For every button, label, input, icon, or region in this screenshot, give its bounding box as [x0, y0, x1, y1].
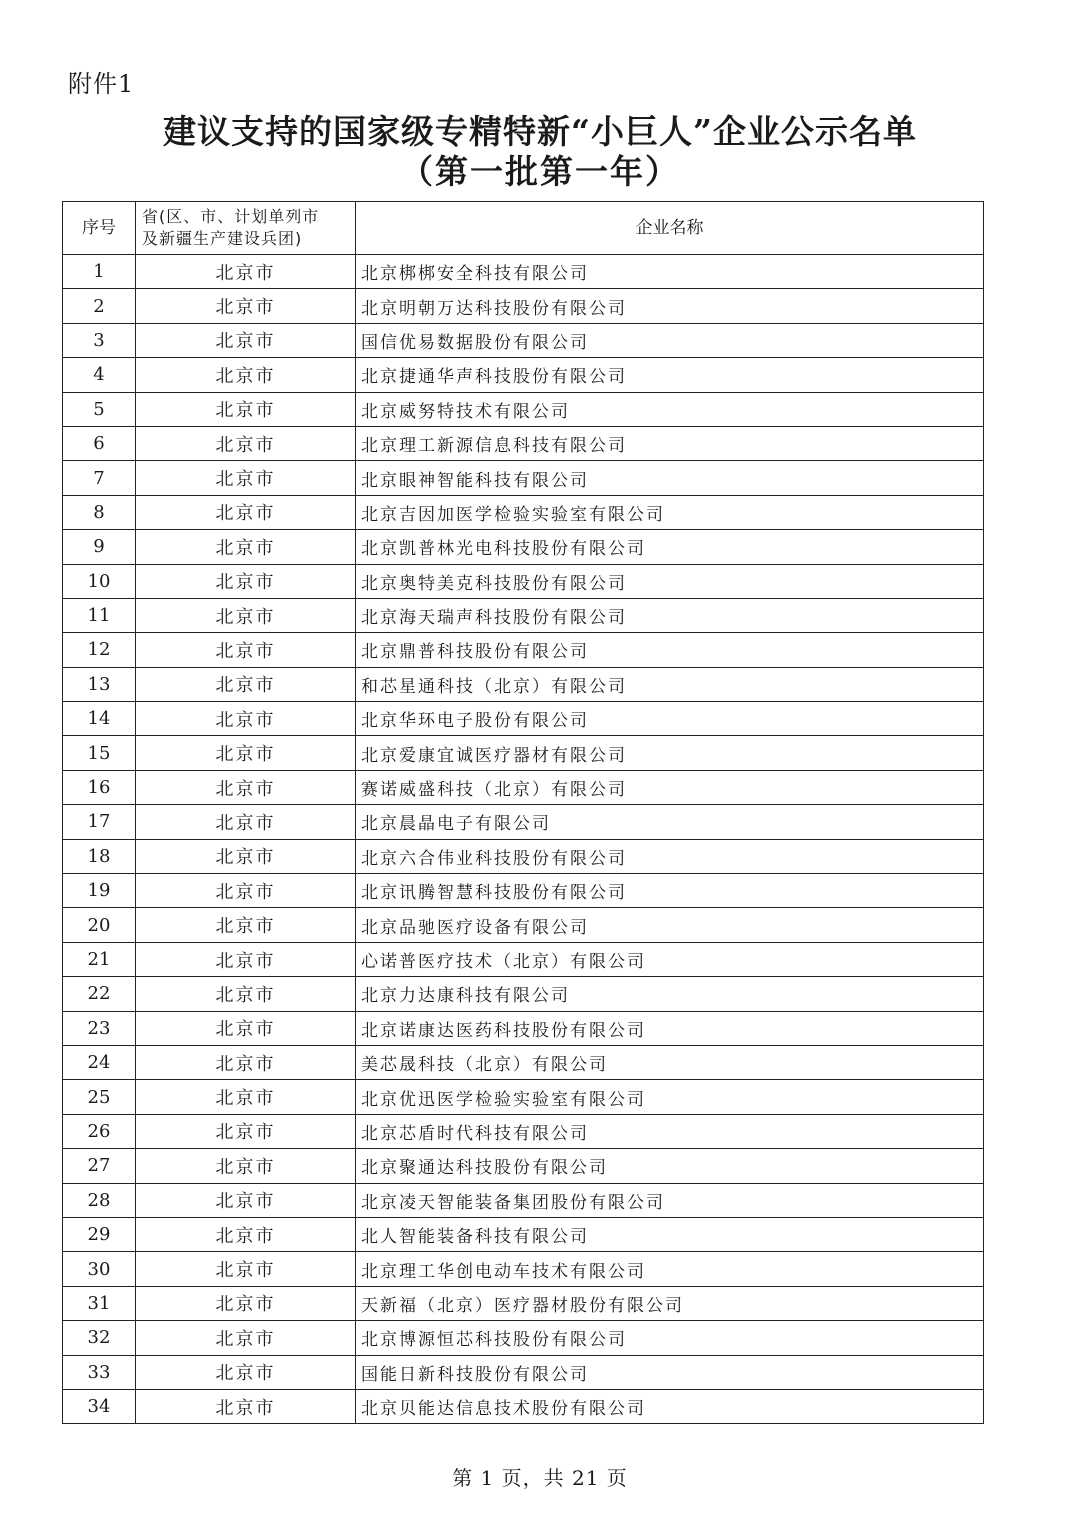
province-cell: 北京市: [136, 461, 356, 495]
table-row: [63, 1183, 984, 1217]
company-cell: 北京捷通华声科技股份有限公司: [356, 358, 984, 392]
page-subtitle: （第一批第一年）: [400, 152, 680, 191]
seq-cell: 16: [63, 770, 136, 804]
seq-cell: 15: [63, 736, 136, 770]
province-cell: 北京市: [136, 392, 356, 426]
table-row: [63, 392, 984, 426]
province-cell: 北京市: [136, 1080, 356, 1114]
table-header-row: [63, 202, 984, 255]
company-cell: 北京晨晶电子有限公司: [356, 805, 984, 839]
province-cell: 北京市: [136, 323, 356, 357]
table-row: [63, 1114, 984, 1148]
company-cell: 北京奥特美克科技股份有限公司: [356, 564, 984, 598]
province-cell: 北京市: [136, 1149, 356, 1183]
province-cell: 北京市: [136, 1252, 356, 1286]
province-cell: 北京市: [136, 667, 356, 701]
company-cell: 北京理工华创电动车技术有限公司: [356, 1252, 984, 1286]
header-province: [136, 202, 356, 255]
seq-cell: 26: [63, 1114, 136, 1148]
seq-cell: 5: [63, 392, 136, 426]
company-cell: 北京爱康宜诚医疗器材有限公司: [356, 736, 984, 770]
province-cell: 北京市: [136, 358, 356, 392]
province-cell: 北京市: [136, 564, 356, 598]
seq-cell: 19: [63, 874, 136, 908]
table-row: [63, 1045, 984, 1079]
province-cell: 北京市: [136, 530, 356, 564]
seq-cell: 31: [63, 1286, 136, 1320]
table-row: [63, 908, 984, 942]
table-row: [63, 1011, 984, 1045]
seq-cell: 3: [63, 323, 136, 357]
company-cell: 北京华环电子股份有限公司: [356, 702, 984, 736]
province-cell: 北京市: [136, 1286, 356, 1320]
company-cell: 北人智能装备科技有限公司: [356, 1217, 984, 1251]
company-table: [62, 201, 984, 1424]
seq-cell: 20: [63, 908, 136, 942]
province-cell: 北京市: [136, 426, 356, 460]
province-cell: 北京市: [136, 942, 356, 976]
seq-cell: 6: [63, 426, 136, 460]
table-row: [63, 942, 984, 976]
table-row: [63, 426, 984, 460]
seq-cell: 32: [63, 1321, 136, 1355]
page-footer: 第 1 页，共 21 页: [452, 1466, 628, 1490]
seq-cell: 11: [63, 598, 136, 632]
seq-cell: 27: [63, 1149, 136, 1183]
table-row: [63, 564, 984, 598]
seq-cell: 23: [63, 1011, 136, 1045]
company-cell: 北京讯腾智慧科技股份有限公司: [356, 874, 984, 908]
company-cell: 心诺普医疗技术（北京）有限公司: [356, 942, 984, 976]
seq-cell: 12: [63, 633, 136, 667]
province-cell: 北京市: [136, 1011, 356, 1045]
table-row: [63, 495, 984, 529]
company-cell: 北京品驰医疗设备有限公司: [356, 908, 984, 942]
table-row: [63, 667, 984, 701]
seq-cell: 9: [63, 530, 136, 564]
company-cell: 天新福（北京）医疗器材股份有限公司: [356, 1286, 984, 1320]
table-row: [63, 323, 984, 357]
province-cell: 北京市: [136, 702, 356, 736]
province-cell: 北京市: [136, 1045, 356, 1079]
table-row: [63, 530, 984, 564]
seq-cell: 30: [63, 1252, 136, 1286]
province-cell: 北京市: [136, 805, 356, 839]
table-row: [63, 358, 984, 392]
page-title: 建议支持的国家级专精特新“小巨人”企业公示名单: [163, 112, 917, 151]
company-cell: 美芯晟科技（北京）有限公司: [356, 1045, 984, 1079]
seq-cell: 21: [63, 942, 136, 976]
seq-cell: 18: [63, 839, 136, 873]
table-row: [63, 633, 984, 667]
table-row: [63, 461, 984, 495]
company-cell: 北京芯盾时代科技有限公司: [356, 1114, 984, 1148]
table-row: [63, 289, 984, 323]
company-cell: 北京诺康达医药科技股份有限公司: [356, 1011, 984, 1045]
table-row: [63, 770, 984, 804]
seq-cell: 8: [63, 495, 136, 529]
province-cell: 北京市: [136, 839, 356, 873]
header-seq: 序号: [63, 202, 136, 255]
province-cell: 北京市: [136, 1355, 356, 1389]
seq-cell: 14: [63, 702, 136, 736]
company-cell: 北京海天瑞声科技股份有限公司: [356, 598, 984, 632]
seq-cell: 10: [63, 564, 136, 598]
company-cell: 国信优易数据股份有限公司: [356, 323, 984, 357]
seq-cell: 34: [63, 1389, 136, 1423]
province-cell: 北京市: [136, 770, 356, 804]
seq-cell: 28: [63, 1183, 136, 1217]
province-cell: 北京市: [136, 598, 356, 632]
province-cell: 北京市: [136, 1389, 356, 1423]
table-row: [63, 1355, 984, 1389]
table-row: [63, 977, 984, 1011]
company-cell: 北京梆梆安全科技有限公司: [356, 255, 984, 289]
company-cell: 国能日新科技股份有限公司: [356, 1355, 984, 1389]
province-cell: 北京市: [136, 1217, 356, 1251]
seq-cell: 29: [63, 1217, 136, 1251]
table-row: [63, 805, 984, 839]
seq-cell: 13: [63, 667, 136, 701]
table-row: [63, 1321, 984, 1355]
company-cell: 北京贝能达信息技术股份有限公司: [356, 1389, 984, 1423]
company-cell: 北京聚通达科技股份有限公司: [356, 1149, 984, 1183]
table-row: [63, 1286, 984, 1320]
province-cell: 北京市: [136, 495, 356, 529]
table-row: [63, 598, 984, 632]
table-row: [63, 736, 984, 770]
table-row: [63, 874, 984, 908]
attachment-label: 附件1: [68, 70, 135, 98]
seq-cell: 1: [63, 255, 136, 289]
seq-cell: 7: [63, 461, 136, 495]
company-cell: 北京凌天智能装备集团股份有限公司: [356, 1183, 984, 1217]
province-cell: 北京市: [136, 1183, 356, 1217]
header-company: 企业名称: [356, 202, 984, 255]
company-cell: 北京博源恒芯科技股份有限公司: [356, 1321, 984, 1355]
company-cell: 北京力达康科技有限公司: [356, 977, 984, 1011]
seq-cell: 25: [63, 1080, 136, 1114]
table-row: [63, 255, 984, 289]
company-cell: 北京优迅医学检验实验室有限公司: [356, 1080, 984, 1114]
table-body: [63, 255, 984, 1424]
company-cell: 北京明朝万达科技股份有限公司: [356, 289, 984, 323]
company-cell: 北京鼎普科技股份有限公司: [356, 633, 984, 667]
province-cell: 北京市: [136, 908, 356, 942]
company-cell: 北京眼神智能科技有限公司: [356, 461, 984, 495]
seq-cell: 4: [63, 358, 136, 392]
province-cell: 北京市: [136, 255, 356, 289]
header-province-line1: 省(区、市、计划单列市: [142, 207, 320, 226]
province-cell: 北京市: [136, 633, 356, 667]
province-cell: 北京市: [136, 977, 356, 1011]
seq-cell: 2: [63, 289, 136, 323]
table-row: [63, 1252, 984, 1286]
table-row: [63, 702, 984, 736]
table-row: [63, 1149, 984, 1183]
header-province-line2: 及新疆生产建设兵团): [142, 229, 303, 248]
company-cell: 赛诺威盛科技（北京）有限公司: [356, 770, 984, 804]
table-row: [63, 1217, 984, 1251]
seq-cell: 24: [63, 1045, 136, 1079]
company-cell: 和芯星通科技（北京）有限公司: [356, 667, 984, 701]
company-cell: 北京理工新源信息科技有限公司: [356, 426, 984, 460]
company-cell: 北京吉因加医学检验实验室有限公司: [356, 495, 984, 529]
table-row: [63, 1080, 984, 1114]
company-cell: 北京威努特技术有限公司: [356, 392, 984, 426]
company-cell: 北京六合伟业科技股份有限公司: [356, 839, 984, 873]
table-row: [63, 1389, 984, 1423]
seq-cell: 33: [63, 1355, 136, 1389]
province-cell: 北京市: [136, 1114, 356, 1148]
seq-cell: 22: [63, 977, 136, 1011]
table-row: [63, 839, 984, 873]
province-cell: 北京市: [136, 289, 356, 323]
province-cell: 北京市: [136, 1321, 356, 1355]
province-cell: 北京市: [136, 736, 356, 770]
province-cell: 北京市: [136, 874, 356, 908]
seq-cell: 17: [63, 805, 136, 839]
company-cell: 北京凯普林光电科技股份有限公司: [356, 530, 984, 564]
